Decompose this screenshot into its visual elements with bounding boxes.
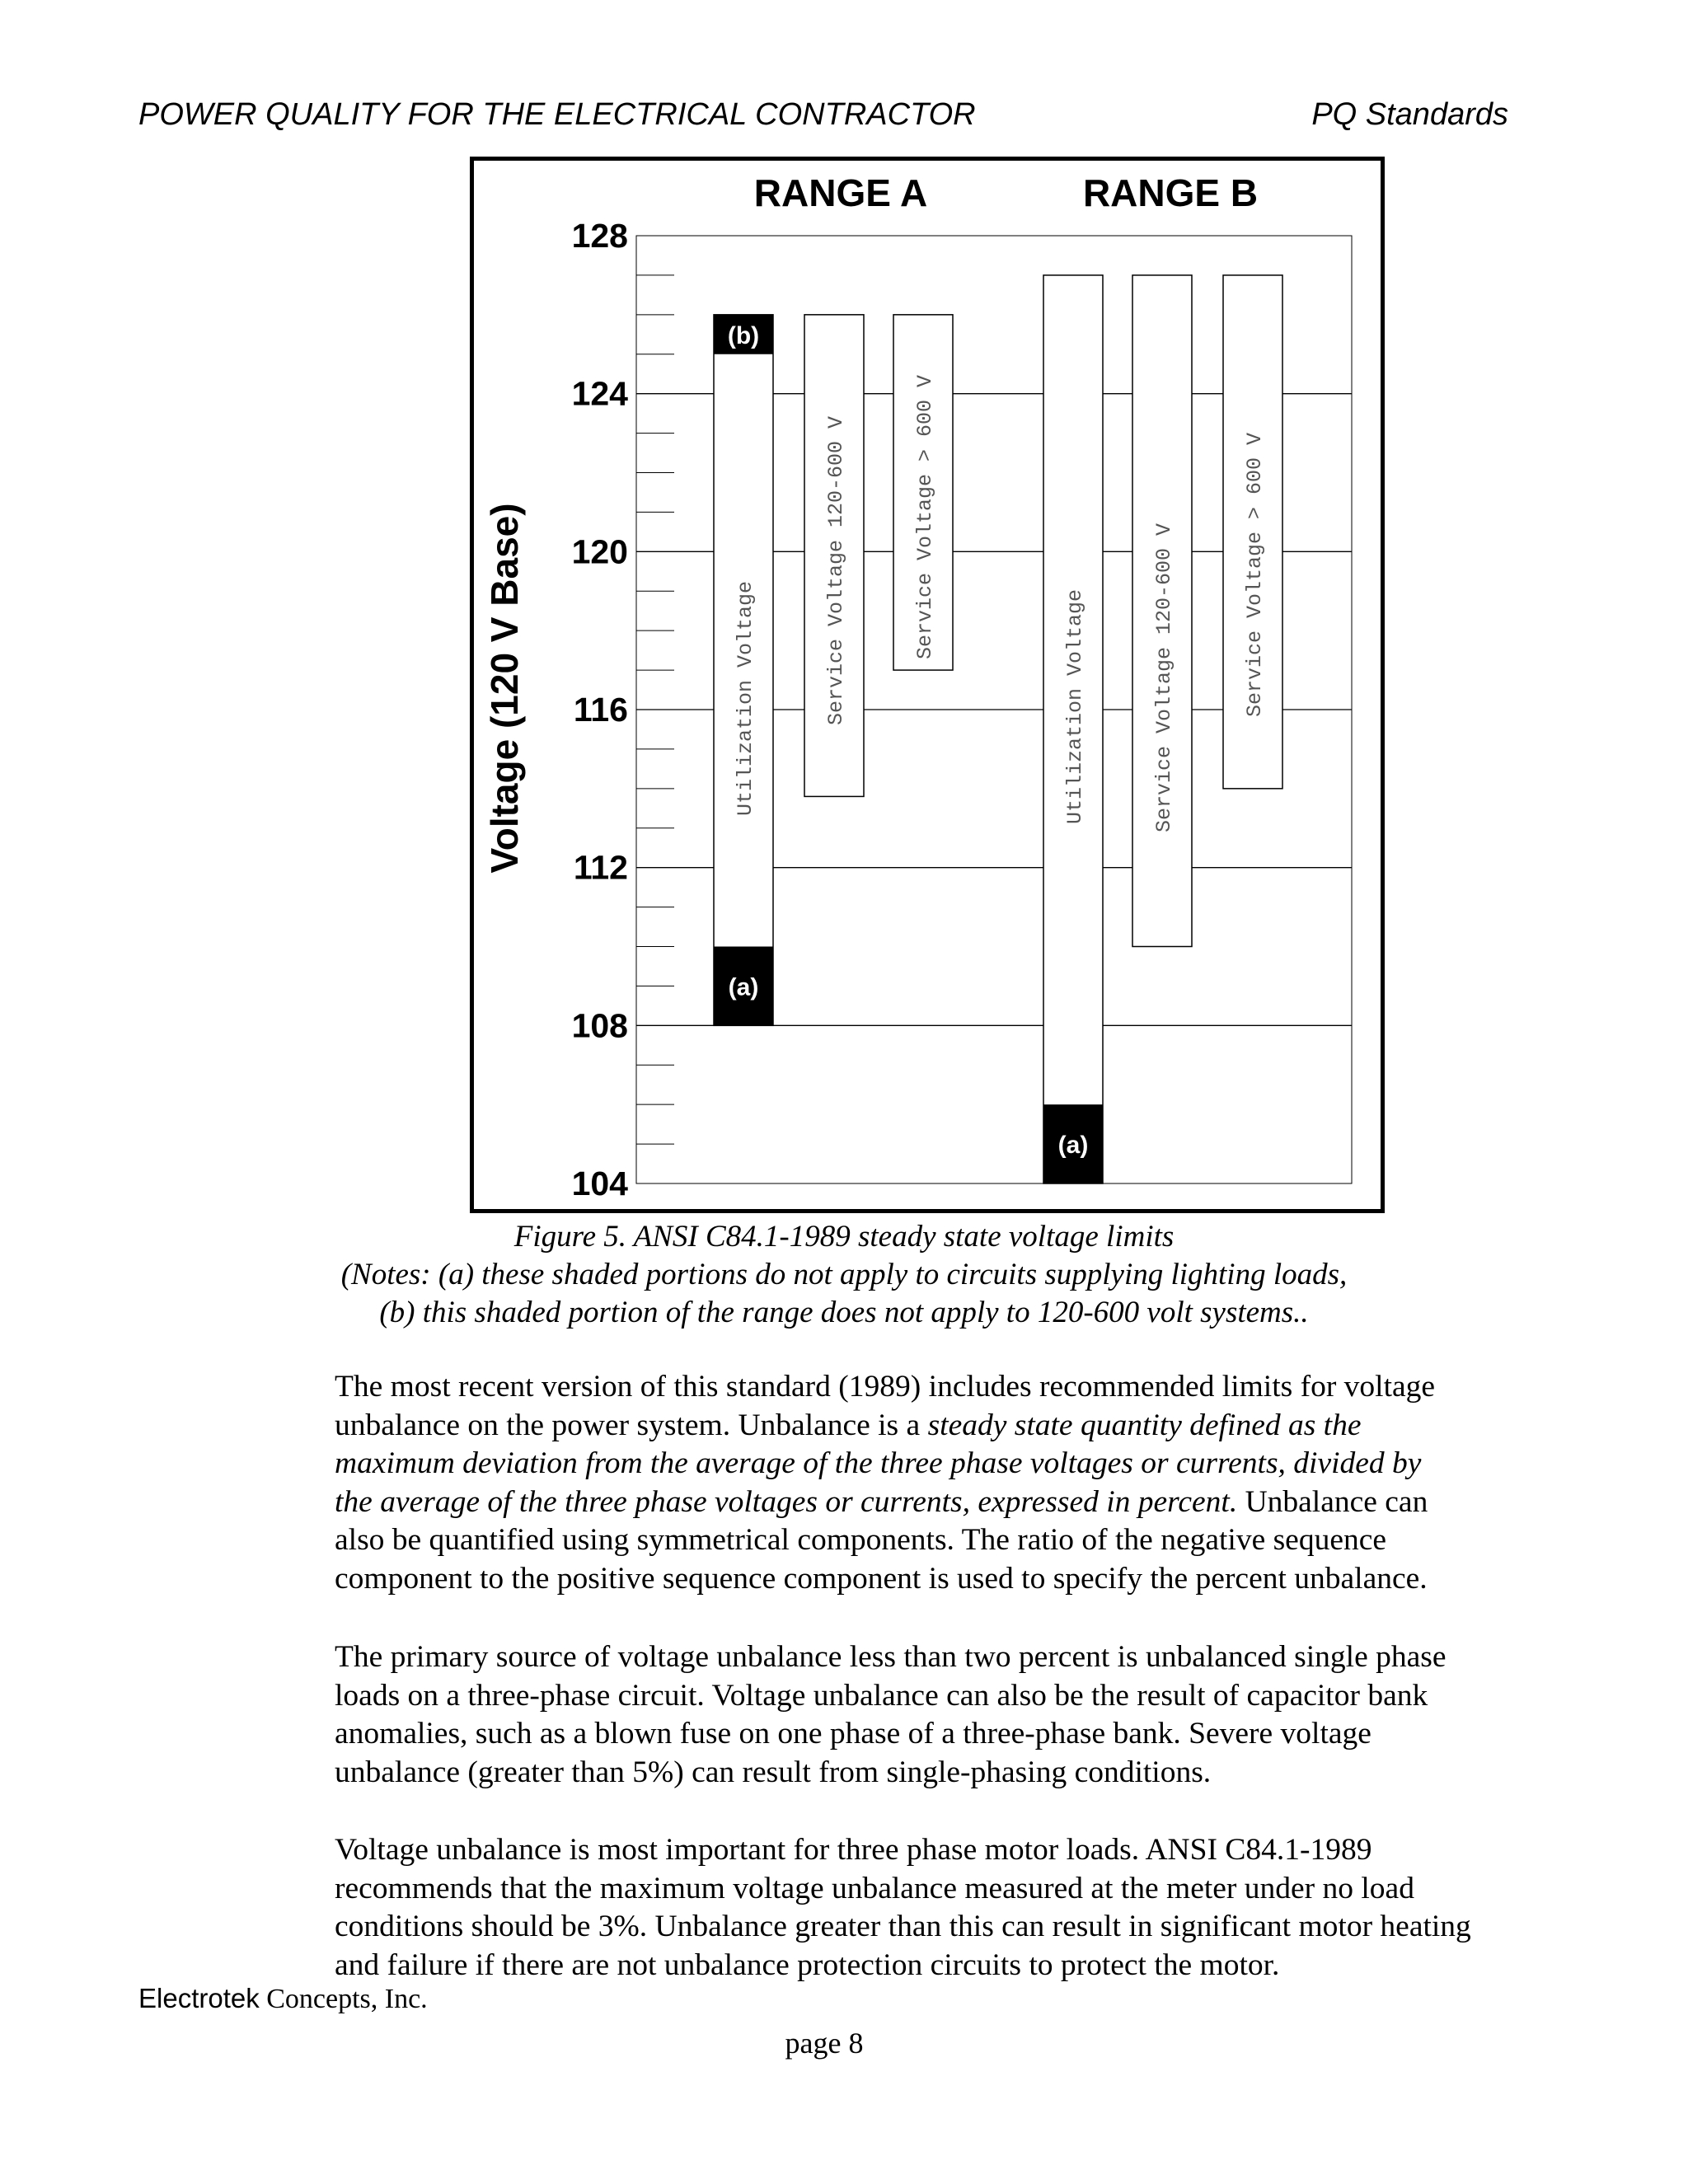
paragraph-unbalance-definition	[335, 1368, 1554, 1598]
text-line: The most recent version of this standard (1989) includes recommended limits for voltage	[335, 1370, 1436, 1404]
y-tick-label: 108	[571, 1006, 628, 1045]
footer-company	[138, 1983, 428, 2015]
text-line	[335, 1407, 1554, 1446]
text-run-italic: steady state quantity defined as the	[927, 1408, 1362, 1442]
figure-caption-title: Figure 5. ANSI C84.1-1989 steady state voltage limits	[513, 1220, 1175, 1254]
text-line: maximum deviation from the average of the three phase voltages or currents, divided by	[335, 1446, 1422, 1480]
figure-caption-note-a: (Notes: (a) these shaded portions do not apply to circuits supplying lighting loads,	[340, 1258, 1348, 1291]
y-tick-label: 104	[571, 1165, 628, 1202]
shaded-portion-note: (b)	[727, 321, 760, 349]
text-line: loads on a three-phase circuit. Voltage unbalance can also be the result of capacitor bank	[335, 1678, 1428, 1713]
text-line: anomalies, such as a blown fuse on one phase of a three-phase bank. Severe voltage	[335, 1717, 1372, 1750]
shaded-portion-note: (a)	[1057, 1132, 1089, 1160]
paragraph-motor-loads	[335, 1831, 1554, 1985]
figure-caption-note-b: (b) this shaded portion of the range does not apply to 120-600 volt systems..	[379, 1296, 1309, 1329]
shaded-portion-note: (a)	[728, 973, 759, 1001]
y-tick-label: 116	[573, 691, 628, 729]
text-line: Voltage unbalance is most important for three phase motor loads. ANSI C84.1-1989	[335, 1833, 1372, 1867]
y-axis-label: Voltage (120 V Base)	[483, 503, 526, 874]
company-brand: Electrotek	[138, 1983, 260, 2013]
page-number: page 8	[785, 2027, 864, 2060]
text-line: The primary source of voltage unbalance less than two percent is unbalanced single phase	[335, 1640, 1447, 1674]
y-tick-label: 112	[573, 848, 628, 887]
y-tick-label: 128	[571, 217, 628, 255]
text-line: conditions should be 3%. Unbalance greater than this can result in significant motor heating	[335, 1910, 1471, 1943]
paragraph-unbalance-sources	[335, 1638, 1554, 1792]
text-run: unbalance on the power system. Unbalance is a	[335, 1408, 928, 1442]
text-line: recommends that the maximum voltage unbalance measured at the meter under no load	[335, 1871, 1414, 1905]
running-header-title: POWER QUALITY FOR THE ELECTRICAL CONTRACTOR	[138, 97, 976, 132]
y-tick-label: 120	[571, 532, 628, 571]
text-line: component to the positive sequence component is used to specify the percent unbalance.	[335, 1561, 1428, 1596]
range-group-label: RANGE B	[1082, 171, 1259, 214]
bar-label: Service Voltage 120-600 V	[1152, 523, 1176, 832]
text-line: unbalance (greater than 5%) can result from single-phasing conditions.	[335, 1755, 1212, 1789]
text-line: also be quantified using symmetrical components. The ratio of the negative sequence	[335, 1523, 1387, 1557]
bar-label: Service Voltage > 600 V	[1243, 432, 1267, 717]
running-header-section: PQ Standards	[1311, 97, 1508, 132]
range-group-label: RANGE A	[753, 171, 928, 214]
company-suffix: Concepts, Inc.	[259, 1984, 428, 2014]
text-run: Unbalance can	[1237, 1484, 1428, 1519]
text-line: and failure if there are not unbalance protection circuits to protect the motor.	[335, 1947, 1280, 1982]
bar-label: Service Voltage 120-600 V	[824, 415, 848, 725]
text-run-italic: the average of the three phase voltages or currents, expressed in percent.	[335, 1484, 1238, 1519]
text-line	[335, 1483, 1554, 1522]
bar-label: Utilization Voltage	[734, 580, 757, 816]
y-tick-label: 124	[571, 374, 628, 413]
bar-label: Utilization Voltage	[1063, 588, 1087, 824]
bar-label: Service Voltage > 600 V	[913, 374, 937, 659]
